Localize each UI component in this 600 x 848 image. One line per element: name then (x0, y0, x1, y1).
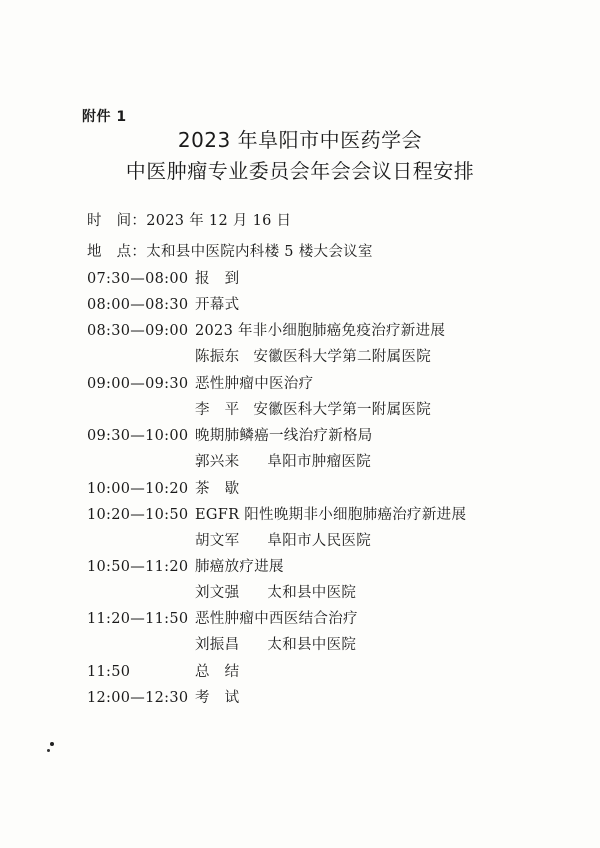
schedule-topic: 恶性肿瘤中西医结合治疗 (195, 611, 358, 627)
speaker-name: 刘文强 (195, 585, 240, 601)
schedule-time: 09:30—10:00 (87, 428, 189, 444)
schedule-topic: 报 到 (195, 271, 240, 287)
schedule-topic: 恶性肿瘤中医治疗 (195, 376, 314, 392)
speaker-affiliation: 安徽医科大学第二附属医院 (253, 349, 432, 365)
schedule-topic: 总 结 (195, 664, 240, 680)
scan-speck (50, 742, 54, 746)
attachment-label: 附件 1 (82, 109, 127, 125)
speaker-line (195, 345, 431, 366)
schedule-topic: 开幕式 (195, 297, 240, 313)
schedule-topic: 2023 年非小细胞肺癌免疫治疗新进展 (195, 323, 446, 339)
schedule-time: 08:00—08:30 (87, 297, 189, 313)
schedule-row (87, 660, 239, 681)
schedule-time: 12:00—12:30 (87, 690, 189, 706)
schedule-row (87, 686, 239, 707)
speaker-line (195, 633, 356, 654)
meeting-time-value: 2023 年 12 月 16 日 (146, 213, 292, 229)
speaker-affiliation: 阜阳市肿瘤医院 (267, 454, 372, 470)
meeting-place-label: 地 点： (87, 244, 147, 260)
speaker-name: 刘振昌 (195, 637, 240, 653)
schedule-topic: 晚期肺鳞癌一线治疗新格局 (195, 428, 373, 444)
schedule-topic: 茶 歇 (195, 481, 240, 497)
schedule-time: 10:50—11:20 (87, 559, 189, 575)
schedule-row (87, 372, 313, 393)
schedule-time: 10:00—10:20 (87, 481, 189, 497)
speaker-name: 郭兴来 (195, 454, 240, 470)
schedule-time: 07:30—08:00 (87, 271, 189, 287)
speaker-name: 李 平 (195, 402, 240, 418)
schedule-topic: EGFR 阳性晚期非小细胞肺癌治疗新进展 (195, 507, 467, 523)
schedule-row (87, 555, 284, 576)
meeting-time-label: 时 间： (87, 213, 147, 229)
schedule-time: 09:00—09:30 (87, 376, 189, 392)
schedule-row (87, 319, 445, 340)
speaker-line (195, 529, 371, 550)
speaker-line (195, 398, 431, 419)
speaker-name: 陈振东 (195, 349, 240, 365)
schedule-time: 10:20—10:50 (87, 507, 189, 523)
schedule-time: 11:20—11:50 (87, 611, 189, 627)
schedule-topic: 考 试 (195, 690, 240, 706)
schedule-row (87, 424, 373, 445)
speaker-name: 胡文军 (195, 533, 240, 549)
speaker-affiliation: 太和县中医院 (267, 637, 357, 653)
schedule-row (87, 477, 239, 498)
schedule-row (87, 503, 466, 524)
document-title-line-1: 2023 年阜阳市中医药学会 (177, 128, 423, 152)
speaker-affiliation: 安徽医科大学第一附属医院 (253, 402, 432, 418)
meeting-place-value: 太和县中医院内科楼 5 楼大会议室 (146, 244, 373, 260)
speaker-affiliation: 阜阳市人民医院 (267, 533, 372, 549)
scan-speck (47, 749, 50, 752)
schedule-row (87, 293, 239, 314)
schedule-row (87, 267, 239, 288)
schedule-time: 08:30—09:00 (87, 323, 189, 339)
speaker-line (195, 581, 356, 602)
document-title-line-2: 中医肿瘤专业委员会年会会议日程安排 (125, 159, 475, 183)
speaker-affiliation: 太和县中医院 (267, 585, 357, 601)
speaker-line (195, 450, 371, 471)
schedule-row (87, 607, 358, 628)
schedule-topic: 肺癌放疗进展 (195, 559, 284, 575)
schedule-time: 11:50 (87, 664, 131, 680)
